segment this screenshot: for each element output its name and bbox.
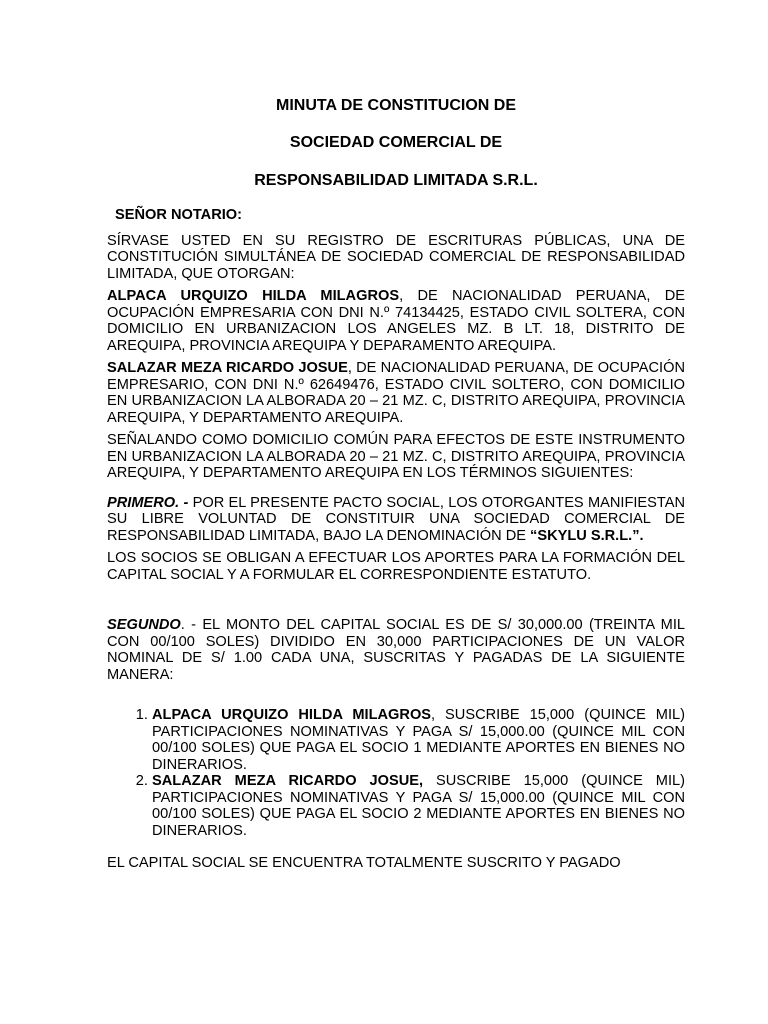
clause-segundo-label: SEGUNDO bbox=[107, 617, 181, 633]
share-list bbox=[107, 707, 685, 839]
partner-2-name: SALAZAR MEZA RICARDO JOSUE bbox=[107, 360, 348, 376]
intro-paragraph: SÍRVASE USTED EN SU REGISTRO DE ESCRITURAS PÚBLICAS, UNA DE CONSTITUCIÓN SIMULTÁNEA DE SOCIEDAD COMERCIAL DE RESPONSABILIDAD LIMITADA, QUE OTORGAN: bbox=[107, 232, 685, 282]
socios-paragraph: LOS SOCIOS SE OBLIGAN A EFECTUAR LOS APORTES PARA LA FORMACIÓN DEL CAPITAL SOCIAL Y A FORMULAR EL CORRESPONDIENTE ESTATUTO. bbox=[107, 550, 685, 583]
closing-statement: EL CAPITAL SOCIAL SE ENCUENTRA TOTALMENTE SUSCRITO Y PAGADO bbox=[107, 855, 621, 871]
partner-2-paragraph bbox=[107, 360, 685, 426]
title-line-1: MINUTA DE CONSTITUCION DE bbox=[276, 97, 516, 114]
clause-segundo bbox=[107, 617, 685, 683]
share-item-1 bbox=[152, 707, 685, 773]
share-2-text: SUSCRIBE 15,000 (QUINCE MIL) PARTICIPACIONES NOMINATIVAS Y PAGA S/ 15,000.00 (QUINCE MIL CON 00/100 SOLES) QUE PAGA EL SOCIO 2 MEDIANTE APORTES EN BIENES NO DINERARIOS. bbox=[152, 773, 685, 839]
share-1-name: ALPACA URQUIZO HILDA MILAGROS bbox=[152, 707, 432, 723]
title-line-3: RESPONSABILIDAD LIMITADA S.R.L. bbox=[254, 172, 538, 189]
clause-primero-text: POR EL PRESENTE PACTO SOCIAL, LOS OTORGANTES MANIFIESTAN SU LIBRE VOLUNTAD DE CONSTITUIR UNA SOCIEDAD COMERCIAL DE RESPONSABILIDAD LIMITADA, BAJO LA DENOMINACIÓN DE bbox=[107, 494, 685, 544]
share-1-text: , SUSCRIBE 15,000 (QUINCE MIL) PARTICIPACIONES NOMINATIVAS Y PAGA S/ 15,000.00 (QUINCE MIL CON 00/100 SOLES) QUE PAGA EL SOCIO 1 MEDIANTE APORTES EN BIENES NO DINERARIOS. bbox=[152, 707, 685, 773]
clause-primero-label: PRIMERO. - bbox=[107, 494, 189, 511]
clause-segundo-text: . - EL MONTO DEL CAPITAL SOCIAL ES DE S/ 30,000.00 (TREINTA MIL CON 00/100 SOLES) DIVIDIDO EN 30,000 PARTICIPACIONES DE UN VALOR NOMINAL DE S/ 1.00 CADA UNA, SUSCRITAS Y PAGADAS DE LA SIGUIENTE MANERA: bbox=[107, 617, 685, 683]
partner-1-paragraph bbox=[107, 288, 685, 354]
document-body bbox=[107, 96, 685, 878]
title-line-2: SOCIEDAD COMERCIAL DE bbox=[289, 134, 503, 151]
partner-1-details: , DE NACIONALIDAD PERUANA, DE OCUPACIÓN EMPRESARIA CON DNI N.º 74134425, ESTADO CIVIL SOLTERA, CON DOMICILIO EN URBANIZACION LOS ANGELES MZ. B LT. 18, DISTRITO DE AREQUIPA, PROVINCIA AREQUIPA Y DEPARAMENTO AREQUIPA. bbox=[107, 288, 685, 354]
clause-primero bbox=[107, 495, 685, 545]
company-name: “SKYLU S.R.L.”. bbox=[530, 527, 644, 544]
share-2-name: SALAZAR MEZA RICARDO JOSUE, bbox=[152, 773, 424, 789]
partner-2-details: , DE NACIONALIDAD PERUANA, DE OCUPACIÓN EMPRESARIO, CON DNI N.º 62649476, ESTADO CIVIL SOLTERO, CON DOMICILIO EN URBANIZACION LA ALBORADA 20 – 21 MZ. C, DISTRITO AREQUIPA, PROVINCIA AREQUIPA, Y DEPARTAMENTO AREQUIPA. bbox=[107, 360, 686, 426]
salutation: SEÑOR NOTARIO: bbox=[115, 207, 243, 223]
partner-1-name: ALPACA URQUIZO HILDA MILAGROS bbox=[107, 288, 400, 304]
domicile-paragraph: SEÑALANDO COMO DOMICILIO COMÚN PARA EFECTOS DE ESTE INSTRUMENTO EN URBANIZACION LA ALBORADA 20 – 21 MZ. C, DISTRITO AREQUIPA, PROVINCIA AREQUIPA, Y DEPARTAMENTO AREQUIPA EN LOS TÉRMINOS SIGUIENTES: bbox=[107, 432, 685, 481]
share-item-2 bbox=[152, 773, 685, 839]
